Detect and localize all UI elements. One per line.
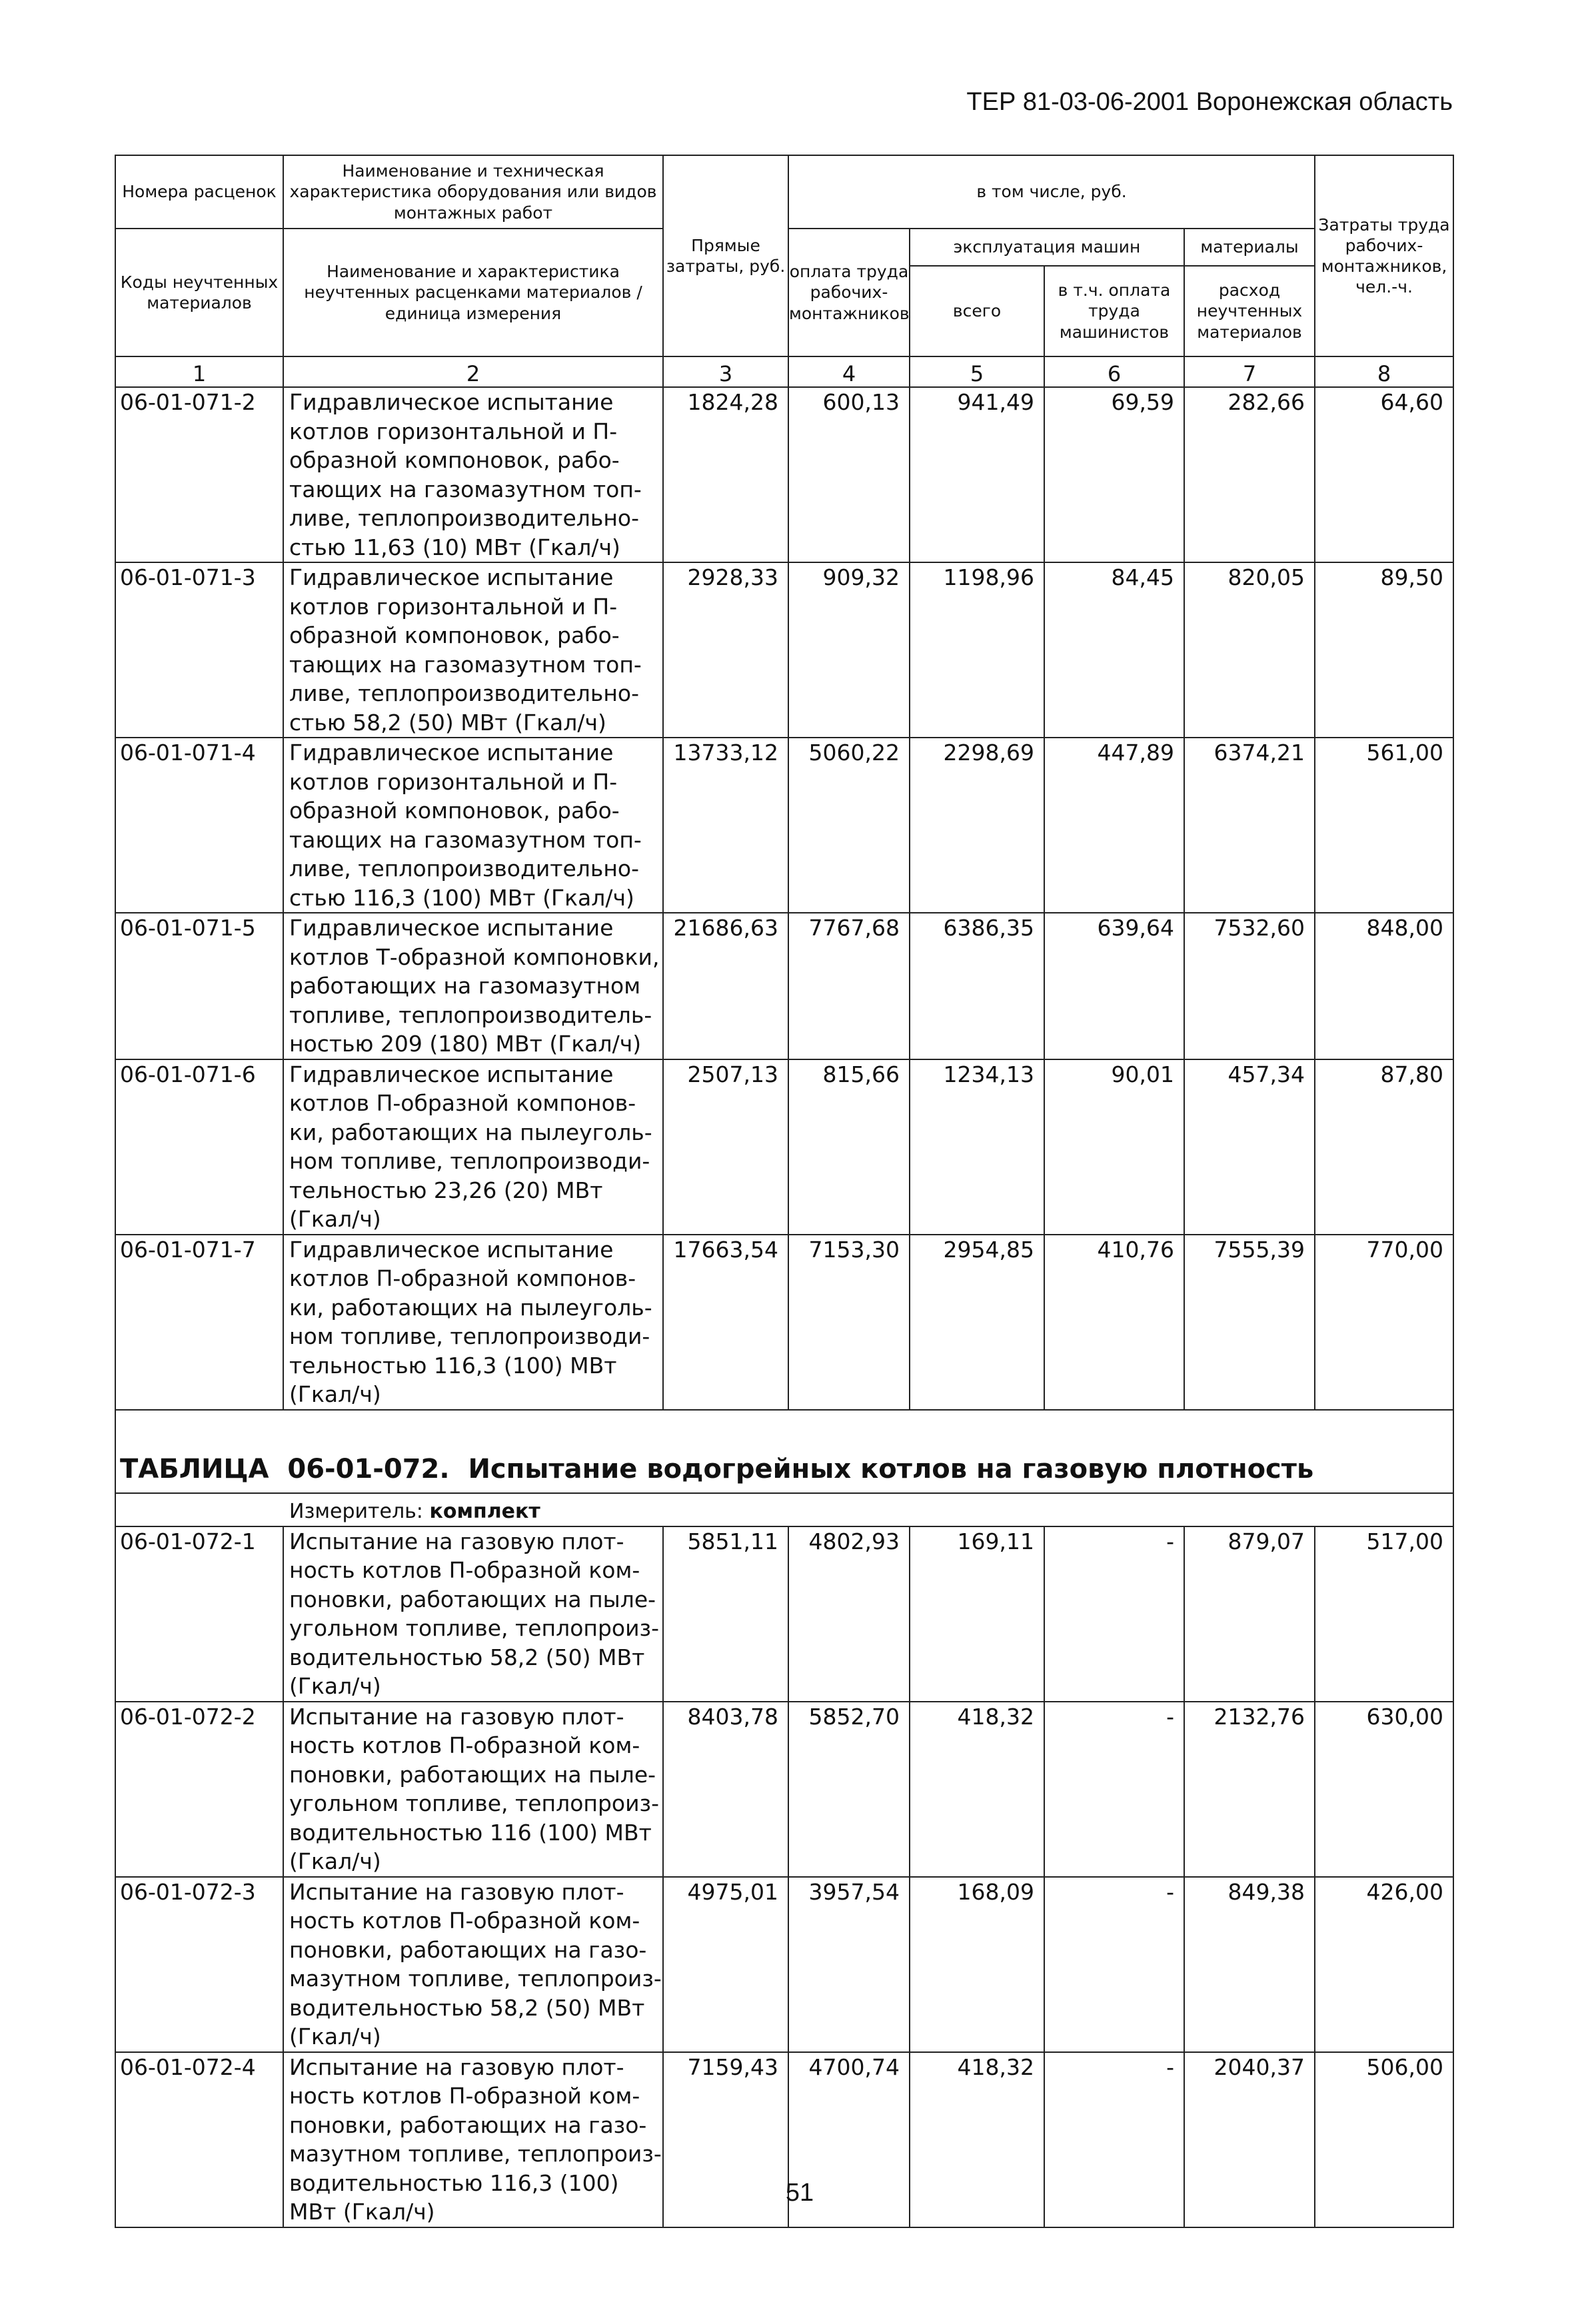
labor-wages: 7153,30 bbox=[788, 1235, 910, 1410]
unaccounted-materials: 7555,39 bbox=[1184, 1235, 1315, 1410]
rate-code: 06-01-071-4 bbox=[115, 738, 283, 913]
direct-costs: 4975,01 bbox=[663, 1877, 788, 2052]
table2-title-text: Испытание водогрейных котлов на газовую плотность bbox=[468, 1453, 1314, 1484]
page-number: 51 bbox=[785, 2179, 814, 2207]
col-number: 8 bbox=[1315, 356, 1453, 387]
rate-name-line: ность котлов П-образной ком- bbox=[289, 2083, 640, 2109]
labor-wages: 5060,22 bbox=[788, 738, 910, 913]
table-row bbox=[115, 1526, 1453, 1702]
rate-name-line: стью 116,3 (100) МВт (Гкал/ч) bbox=[289, 884, 634, 911]
labor-hours: 89,50 bbox=[1315, 562, 1453, 738]
rates-table bbox=[115, 155, 1454, 2228]
rate-name-line: поновки, работающих на пыле- bbox=[289, 1761, 656, 1788]
machines-operator-wages: 69,59 bbox=[1044, 387, 1184, 562]
table-row bbox=[115, 738, 1453, 913]
labor-wages: 7767,68 bbox=[788, 913, 910, 1059]
machines-operator-wages: - bbox=[1044, 2052, 1184, 2227]
unaccounted-materials: 2040,37 bbox=[1184, 2052, 1315, 2227]
direct-costs: 21686,63 bbox=[663, 913, 788, 1059]
rate-name-line: образной компоновок, рабо- bbox=[289, 447, 620, 473]
col1-bottom-header: Коды неучтенных материалов bbox=[115, 229, 283, 356]
labor-wages: 4802,93 bbox=[788, 1526, 910, 1702]
rate-name-line: Гидравлическое испытание bbox=[289, 740, 614, 766]
rate-name bbox=[283, 913, 663, 1059]
rate-name bbox=[283, 2052, 663, 2227]
col7-header: расход неучтенных материалов bbox=[1184, 266, 1315, 356]
machines-total: 169,11 bbox=[910, 1526, 1044, 1702]
machines-total: 1234,13 bbox=[910, 1059, 1044, 1235]
col8-header: Затраты труда рабочих-монтажников, чел.-ч. bbox=[1315, 155, 1453, 356]
rate-name-line: котлов горизонтальной и П- bbox=[289, 768, 618, 795]
col1-top-header: Номера расценок bbox=[115, 155, 283, 229]
rate-name-line: водительностью 58,2 (50) МВт bbox=[289, 1644, 645, 1670]
rate-name-line: ность котлов П-образной ком- bbox=[289, 1557, 640, 1583]
unaccounted-materials: 879,07 bbox=[1184, 1526, 1315, 1702]
rate-name bbox=[283, 1877, 663, 2052]
unaccounted-materials: 7532,60 bbox=[1184, 913, 1315, 1059]
rate-name-line: тельностью 23,26 (20) МВт bbox=[289, 1177, 603, 1203]
table-row bbox=[115, 1059, 1453, 1235]
meter-row bbox=[115, 1493, 1453, 1526]
col-number: 1 bbox=[115, 356, 283, 387]
rate-name bbox=[283, 562, 663, 738]
document-header: ТЕР 81-03-06-2001 Воронежская область bbox=[966, 88, 1453, 116]
direct-costs: 5851,11 bbox=[663, 1526, 788, 1702]
labor-hours: 87,80 bbox=[1315, 1059, 1453, 1235]
machines-total: 418,32 bbox=[910, 2052, 1044, 2227]
direct-costs: 2507,13 bbox=[663, 1059, 788, 1235]
col-number: 7 bbox=[1184, 356, 1315, 387]
meter-value: комплект bbox=[429, 1499, 540, 1523]
meter-label: Измеритель: bbox=[289, 1499, 423, 1523]
col3-header: Прямые затраты, руб. bbox=[663, 155, 788, 356]
unaccounted-materials: 820,05 bbox=[1184, 562, 1315, 738]
unaccounted-materials: 282,66 bbox=[1184, 387, 1315, 562]
labor-hours: 630,00 bbox=[1315, 1702, 1453, 1877]
rate-name-line: ность котлов П-образной ком- bbox=[289, 1732, 640, 1758]
machines-operator-wages: 84,45 bbox=[1044, 562, 1184, 738]
table2-number: 06-01-072. bbox=[287, 1453, 450, 1484]
group-materials-header: материалы bbox=[1184, 229, 1315, 266]
col-number: 6 bbox=[1044, 356, 1184, 387]
rate-name bbox=[283, 1235, 663, 1410]
machines-operator-wages: 447,89 bbox=[1044, 738, 1184, 913]
rate-name-line: мазутном топливе, теплопроиз- bbox=[289, 1966, 662, 1992]
rate-name-line: ки, работающих на пылеуголь- bbox=[289, 1119, 652, 1145]
labor-hours: 848,00 bbox=[1315, 913, 1453, 1059]
rate-code: 06-01-072-4 bbox=[115, 2052, 283, 2227]
direct-costs: 1824,28 bbox=[663, 387, 788, 562]
table-row bbox=[115, 1235, 1453, 1410]
group-machines-header: эксплуатация машин bbox=[910, 229, 1184, 266]
rate-name-line: (Гкал/ч) bbox=[289, 1848, 381, 1874]
col-number: 4 bbox=[788, 356, 910, 387]
machines-operator-wages: - bbox=[1044, 1877, 1184, 2052]
meter-cell bbox=[115, 1493, 1453, 1526]
table2-title-cell bbox=[115, 1410, 1453, 1493]
machines-total: 168,09 bbox=[910, 1877, 1044, 2052]
labor-wages: 3957,54 bbox=[788, 1877, 910, 2052]
labor-wages: 815,66 bbox=[788, 1059, 910, 1235]
table2-title-row bbox=[115, 1410, 1453, 1493]
direct-costs: 7159,43 bbox=[663, 2052, 788, 2227]
machines-total: 6386,35 bbox=[910, 913, 1044, 1059]
rate-name-line: водительностью 116 (100) МВт bbox=[289, 1819, 652, 1846]
rate-name-line: (Гкал/ч) bbox=[289, 1381, 381, 1407]
rate-name bbox=[283, 738, 663, 913]
rate-code: 06-01-072-3 bbox=[115, 1877, 283, 2052]
machines-total: 1198,96 bbox=[910, 562, 1044, 738]
table-row bbox=[115, 562, 1453, 738]
rate-code: 06-01-071-6 bbox=[115, 1059, 283, 1235]
rate-name-line: угольном топливе, теплопроиз- bbox=[289, 1615, 660, 1641]
rate-name-line: водительностью 58,2 (50) МВт bbox=[289, 1994, 645, 2021]
rate-name bbox=[283, 387, 663, 562]
rate-code: 06-01-072-2 bbox=[115, 1702, 283, 1877]
labor-wages: 5852,70 bbox=[788, 1702, 910, 1877]
table2-label: ТАБЛИЦА bbox=[120, 1453, 269, 1484]
rate-name-line: котлов П-образной компонов- bbox=[289, 1265, 636, 1291]
unaccounted-materials: 2132,76 bbox=[1184, 1702, 1315, 1877]
unaccounted-materials: 457,34 bbox=[1184, 1059, 1315, 1235]
direct-costs: 13733,12 bbox=[663, 738, 788, 913]
rate-name bbox=[283, 1526, 663, 1702]
rate-name-line: Испытание на газовую плот- bbox=[289, 1528, 624, 1554]
rate-name-line: ном топливе, теплопроизводи- bbox=[289, 1148, 650, 1174]
rate-name-line: водительностью 116,3 (100) bbox=[289, 2169, 619, 2196]
table-row bbox=[115, 1702, 1453, 1877]
direct-costs: 2928,33 bbox=[663, 562, 788, 738]
table2-title bbox=[116, 1454, 1453, 1492]
labor-wages: 600,13 bbox=[788, 387, 910, 562]
rate-name-line: поновки, работающих на газо- bbox=[289, 2111, 647, 2138]
rate-code: 06-01-071-3 bbox=[115, 562, 283, 738]
labor-hours: 426,00 bbox=[1315, 1877, 1453, 2052]
rate-name-line: Гидравлическое испытание bbox=[289, 564, 614, 590]
machines-total: 2298,69 bbox=[910, 738, 1044, 913]
rate-name-line: работающих на газомазутном bbox=[289, 973, 641, 999]
table1-body bbox=[115, 387, 1453, 1410]
labor-hours: 770,00 bbox=[1315, 1235, 1453, 1410]
rate-name-line: ность котлов П-образной ком- bbox=[289, 1908, 640, 1934]
rate-code: 06-01-071-7 bbox=[115, 1235, 283, 1410]
labor-hours: 561,00 bbox=[1315, 738, 1453, 913]
rate-name-line: мазутном топливе, теплопроиз- bbox=[289, 2141, 662, 2167]
rate-name-line: поновки, работающих на пыле- bbox=[289, 1586, 656, 1612]
meter bbox=[116, 1500, 1453, 1526]
rate-name-line: Гидравлическое испытание bbox=[289, 389, 614, 415]
rate-name-line: поновки, работающих на газо- bbox=[289, 1936, 647, 1963]
col-number: 5 bbox=[910, 356, 1044, 387]
table-row bbox=[115, 387, 1453, 562]
labor-wages: 4700,74 bbox=[788, 2052, 910, 2227]
rate-name-line: тающих на газомазутном топ- bbox=[289, 826, 642, 853]
machines-total: 2954,85 bbox=[910, 1235, 1044, 1410]
rate-code: 06-01-071-5 bbox=[115, 913, 283, 1059]
rate-name-line: ливе, теплопроизводительно- bbox=[289, 680, 640, 706]
rate-name-line: ностью 209 (180) МВт (Гкал/ч) bbox=[289, 1031, 642, 1057]
rate-name-line: угольном топливе, теплопроиз- bbox=[289, 1790, 660, 1816]
rate-name-line: тельностью 116,3 (100) МВт bbox=[289, 1352, 617, 1379]
rate-name-line: котлов горизонтальной и П- bbox=[289, 593, 618, 620]
table-row bbox=[115, 1877, 1453, 2052]
direct-costs: 17663,54 bbox=[663, 1235, 788, 1410]
rate-name-line: тающих на газомазутном топ- bbox=[289, 476, 642, 502]
table-row bbox=[115, 913, 1453, 1059]
col5-header: всего bbox=[910, 266, 1044, 356]
rate-name-line: ки, работающих на пылеуголь- bbox=[289, 1294, 652, 1321]
col6-header: в т.ч. оплата труда машинистов bbox=[1044, 266, 1184, 356]
rate-name-line: ливе, теплопроизводительно- bbox=[289, 505, 640, 531]
column-number-row bbox=[115, 356, 1453, 387]
labor-hours: 506,00 bbox=[1315, 2052, 1453, 2227]
header-row-1 bbox=[115, 155, 1453, 229]
rate-code: 06-01-071-2 bbox=[115, 387, 283, 562]
unaccounted-materials: 849,38 bbox=[1184, 1877, 1315, 2052]
rate-code: 06-01-072-1 bbox=[115, 1526, 283, 1702]
rate-name-line: (Гкал/ч) bbox=[289, 1206, 381, 1232]
machines-operator-wages: 90,01 bbox=[1044, 1059, 1184, 1235]
rate-name-line: тающих на газомазутном топ- bbox=[289, 651, 642, 678]
rate-name-line: ливе, теплопроизводительно- bbox=[289, 856, 640, 881]
rate-name-line: Гидравлическое испытание bbox=[289, 915, 614, 941]
col4-header: оплата труда рабочих-монтажников bbox=[788, 229, 910, 356]
rate-name-line: Испытание на газовую плот- bbox=[289, 1878, 624, 1905]
rate-name bbox=[283, 1059, 663, 1235]
machines-total: 941,49 bbox=[910, 387, 1044, 562]
rate-name-line: топливе, теплопроизводитель- bbox=[289, 1001, 652, 1028]
rate-name-line: стью 58,2 (50) МВт (Гкал/ч) bbox=[289, 709, 606, 736]
rate-name-line: (Гкал/ч) bbox=[289, 2024, 381, 2049]
rate-name-line: котлов Т-образной компоновки, bbox=[289, 943, 660, 970]
rate-name-line: Гидравлическое испытание bbox=[289, 1061, 614, 1087]
machines-total: 418,32 bbox=[910, 1702, 1044, 1877]
rate-name-line: котлов П-образной компонов- bbox=[289, 1090, 636, 1116]
rate-name-line: Испытание на газовую плот- bbox=[289, 2053, 624, 2080]
col2-top-header: Наименование и техническая характеристика оборудования или видов монтажных работ bbox=[283, 155, 663, 229]
rate-name-line: котлов горизонтальной и П- bbox=[289, 418, 618, 444]
labor-hours: 517,00 bbox=[1315, 1526, 1453, 1702]
rate-name-line: Испытание на газовую плот- bbox=[289, 1703, 624, 1730]
unaccounted-materials: 6374,21 bbox=[1184, 738, 1315, 913]
rate-name-line: (Гкал/ч) bbox=[289, 1673, 381, 1699]
labor-hours: 64,60 bbox=[1315, 387, 1453, 562]
rate-name-line: МВт (Гкал/ч) bbox=[289, 2199, 435, 2225]
machines-operator-wages: 410,76 bbox=[1044, 1235, 1184, 1410]
col-number: 3 bbox=[663, 356, 788, 387]
group-incl-header: в том числе, руб. bbox=[788, 155, 1315, 229]
machines-operator-wages: - bbox=[1044, 1702, 1184, 1877]
rate-name-line: стью 11,63 (10) МВт (Гкал/ч) bbox=[289, 534, 620, 560]
machines-operator-wages: - bbox=[1044, 1526, 1184, 1702]
rate-name-line: образной компоновок, рабо- bbox=[289, 622, 620, 648]
table2-body bbox=[115, 1526, 1453, 2227]
rate-name-line: ном топливе, теплопроизводи- bbox=[289, 1323, 650, 1349]
labor-wages: 909,32 bbox=[788, 562, 910, 738]
col-number: 2 bbox=[283, 356, 663, 387]
direct-costs: 8403,78 bbox=[663, 1702, 788, 1877]
col2-bottom-header: Наименование и характеристика неучтенных расценками материалов / единица измерения bbox=[283, 229, 663, 356]
rate-name-line: Гидравлическое испытание bbox=[289, 1236, 614, 1263]
machines-operator-wages: 639,64 bbox=[1044, 913, 1184, 1059]
rate-name bbox=[283, 1702, 663, 1877]
rate-name-line: образной компоновок, рабо- bbox=[289, 798, 620, 824]
